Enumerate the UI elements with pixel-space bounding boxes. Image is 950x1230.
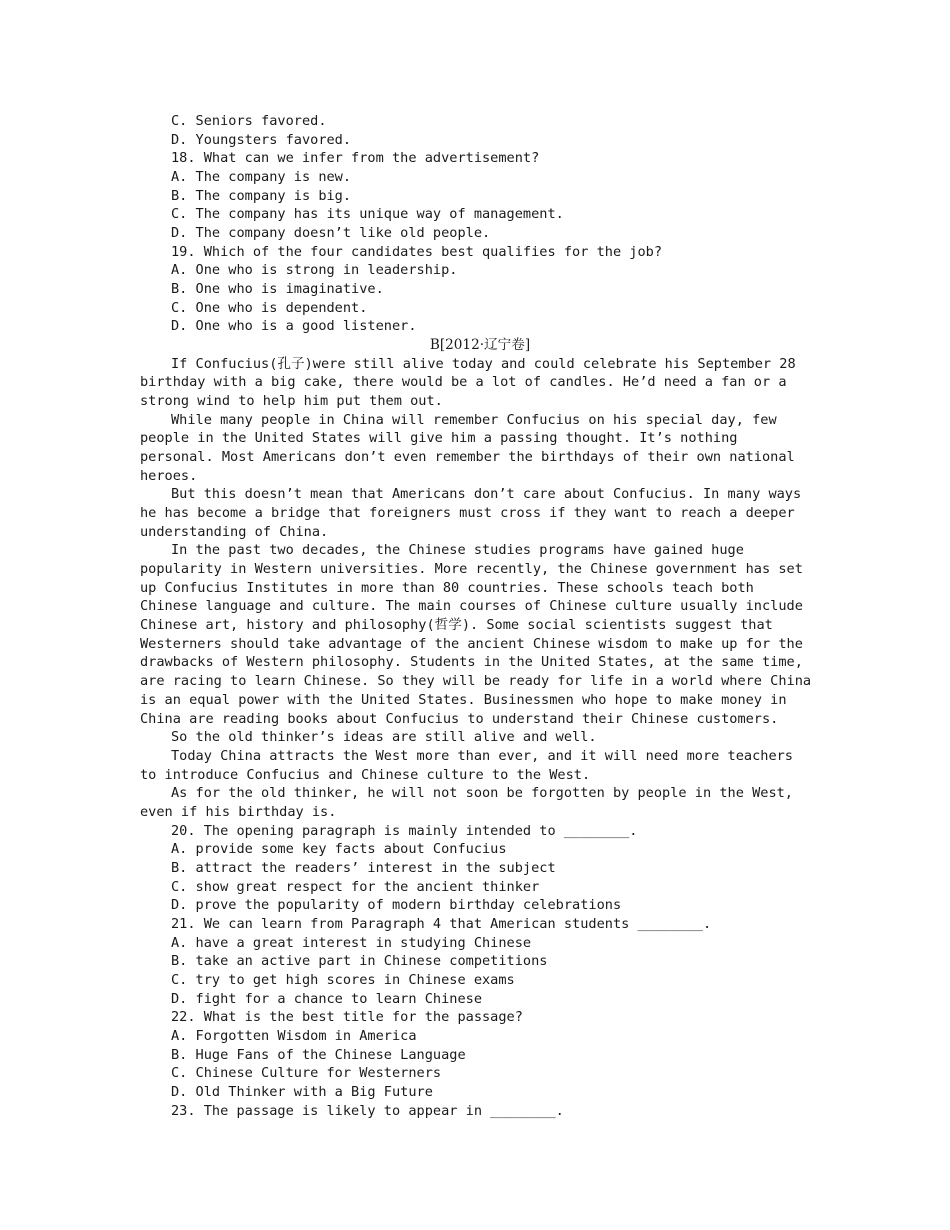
passage-line: Today China attracts the West more than ever, and it will need more teachers xyxy=(171,747,793,764)
passage-line: If Confucius(孔子)were still alive today and could celebrate his September 28 xyxy=(171,355,796,372)
passage-line: he has become a bridge that foreigners must cross if they want to reach a deeper xyxy=(140,505,795,522)
passage-line: even if his birthday is. xyxy=(140,803,337,820)
q22-option-a: A. Forgotten Wisdom in America xyxy=(171,1027,417,1044)
passage-line: popularity in Western universities. More recently, the Chinese government has set xyxy=(140,561,803,578)
q20-option-d: D. prove the popularity of modern birthday celebrations xyxy=(171,897,622,914)
q18-option-b: B. The company is big. xyxy=(171,187,352,204)
q19-option-b: B. One who is imaginative. xyxy=(171,281,384,298)
passage-line: strong wind to help him put them out. xyxy=(140,393,443,410)
q22-option-c: C. Chinese Culture for Westerners xyxy=(171,1065,442,1082)
passage-line: China are reading books about Confucius to understand their Chinese customers. xyxy=(140,710,779,727)
passage-line: birthday with a big cake, there would be a lot of candles. He’d need a fan or a xyxy=(140,374,787,391)
passage-line: As for the old thinker, he will not soon be forgotten by people in the West, xyxy=(171,785,793,802)
passage-line: personal. Most Americans don’t even remember the birthdays of their own national xyxy=(140,449,795,466)
passage-line: to introduce Confucius and Chinese culture to the West. xyxy=(140,766,591,783)
passage-line: In the past two decades, the Chinese studies programs have gained huge xyxy=(171,542,744,559)
q22-option-d: D. Old Thinker with a Big Future xyxy=(171,1083,433,1100)
q20-stem: 20. The opening paragraph is mainly intended to ________. xyxy=(171,822,638,839)
passage-line: are racing to learn Chinese. So they will be ready for life in a world where China xyxy=(140,673,812,690)
q18-option-c: C. The company has its unique way of management. xyxy=(171,206,564,223)
q17-option-d: D. Youngsters favored. xyxy=(171,131,352,148)
q21-stem: 21. We can learn from Paragraph 4 that American students ________. xyxy=(171,915,712,932)
q20-option-c: C. show great respect for the ancient thinker xyxy=(171,878,540,895)
passage-line: Westerners should take advantage of the ancient Chinese wisdom to make up for the xyxy=(140,635,803,652)
q19-option-d: D. One who is a good listener. xyxy=(171,318,417,335)
q21-option-c: C. try to get high scores in Chinese exams xyxy=(171,971,515,988)
passage-line: Chinese art, history and philosophy(哲学). Some social scientists suggest that xyxy=(140,617,773,634)
section-heading: B[2012·辽宁卷] xyxy=(429,337,531,354)
q23-stem: 23. The passage is likely to appear in ________. xyxy=(171,1102,564,1119)
passage-line: people in the United States will give him a passing thought. It’s nothing xyxy=(140,430,738,447)
q18-option-a: A. The company is new. xyxy=(171,169,352,186)
passage-line: drawbacks of Western philosophy. Students in the United States, at the same time, xyxy=(140,654,803,671)
passage-line: understanding of China. xyxy=(140,523,329,540)
q19-option-c: C. One who is dependent. xyxy=(171,299,368,316)
q17-option-c: C. Seniors favored. xyxy=(171,113,327,129)
q21-option-b: B. take an active part in Chinese competitions xyxy=(171,953,548,970)
passage-line: up Confucius Institutes in more than 80 countries. These schools teach both xyxy=(140,579,754,596)
exam-page xyxy=(140,112,820,1120)
q21-option-a: A. have a great interest in studying Chinese xyxy=(171,934,532,951)
passage-line: is an equal power with the United States. Businessmen who hope to make money in xyxy=(140,691,787,708)
q18-stem: 18. What can we infer from the advertisement? xyxy=(171,150,540,167)
q20-option-a: A. provide some key facts about Confucius xyxy=(171,841,507,858)
q19-stem: 19. Which of the four candidates best qualifies for the job? xyxy=(171,243,663,260)
q18-option-d: D. The company doesn’t like old people. xyxy=(171,225,491,242)
q22-option-b: B. Huge Fans of the Chinese Language xyxy=(171,1046,466,1063)
passage-line: But this doesn’t mean that Americans don’t care about Confucius. In many ways xyxy=(171,486,802,503)
passage-line: heroes. xyxy=(140,467,198,484)
passage-line: While many people in China will remember Confucius on his special day, few xyxy=(171,411,777,428)
q19-option-a: A. One who is strong in leadership. xyxy=(171,262,458,279)
q21-option-d: D. fight for a chance to learn Chinese xyxy=(171,990,482,1007)
passage-line: Chinese language and culture. The main courses of Chinese culture usually include xyxy=(140,598,803,615)
passage-line: So the old thinker’s ideas are still alive and well. xyxy=(171,729,597,746)
q22-stem: 22. What is the best title for the passage? xyxy=(171,1009,523,1026)
q20-option-b: B. attract the readers’ interest in the subject xyxy=(171,859,556,876)
